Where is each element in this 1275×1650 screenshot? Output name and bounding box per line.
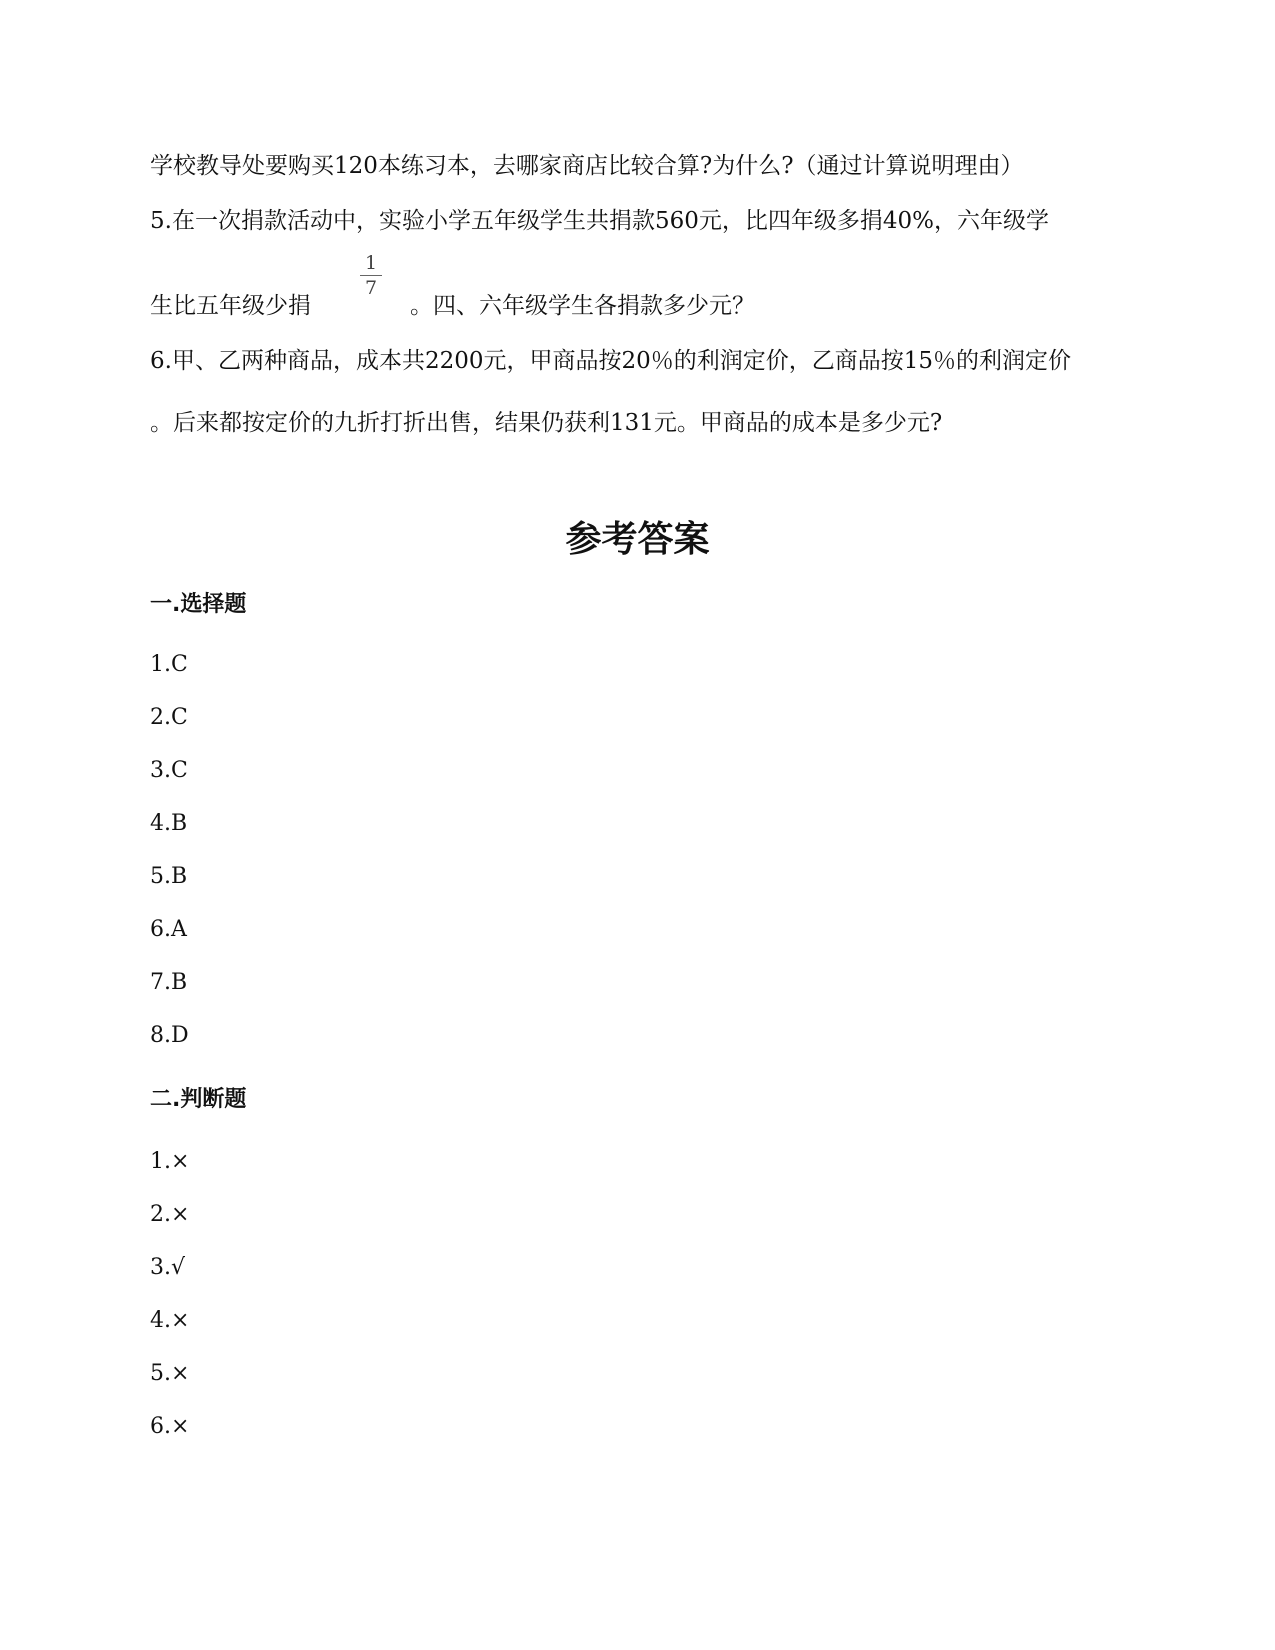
choice-answer: 7.B bbox=[150, 970, 188, 995]
choice-answer: 3.C bbox=[150, 758, 188, 783]
question-6-line-2: 。后来都按定价的九折打折出售，结果仍获利131元。甲商品的成本是多少元? bbox=[150, 410, 943, 436]
question-6-line-1: 6.甲、乙两种商品，成本共2200元，甲商品按20％的利润定价，乙商品按15％的利润定价 bbox=[150, 348, 1072, 374]
question-5-line-1: 5.在一次捐款活动中，实验小学五年级学生共捐款560元，比四年级多捐40%，六年级学 bbox=[150, 208, 1049, 234]
fraction-denominator: 7 bbox=[364, 277, 378, 299]
choice-answer: 4.B bbox=[150, 811, 188, 836]
choice-answer: 8.D bbox=[150, 1023, 189, 1048]
answers-title: 参考答案 bbox=[565, 519, 710, 560]
choice-answer: 2.C bbox=[150, 705, 188, 730]
judgement-answer: 1.× bbox=[150, 1149, 190, 1174]
question-4-tail: 学校教导处要购买120本练习本，去哪家商店比较合算?为什么?（通过计算说明理由） bbox=[150, 153, 1024, 179]
judgement-answer: 3.√ bbox=[150, 1255, 186, 1280]
choice-answer: 5.B bbox=[150, 864, 188, 889]
judgement-answer: 6.× bbox=[150, 1414, 190, 1439]
judgement-answer: 2.× bbox=[150, 1202, 190, 1227]
question-5-line-2b: 。四、六年级学生各捐款多少元？ bbox=[410, 293, 755, 319]
judgement-answer: 4.× bbox=[150, 1308, 190, 1333]
section-judgement-heading: 二.判断题 bbox=[150, 1087, 247, 1112]
question-5-line-2a: 生比五年级少捐 bbox=[150, 293, 311, 319]
fraction-one-seventh bbox=[360, 252, 382, 299]
choice-answer: 6.A bbox=[150, 917, 187, 942]
fraction-numerator: 1 bbox=[364, 252, 378, 274]
fraction-bar bbox=[360, 275, 382, 276]
choice-answer: 1.C bbox=[150, 652, 188, 677]
judgement-answer: 5.× bbox=[150, 1361, 190, 1386]
section-choice-heading: 一.选择题 bbox=[150, 592, 247, 617]
